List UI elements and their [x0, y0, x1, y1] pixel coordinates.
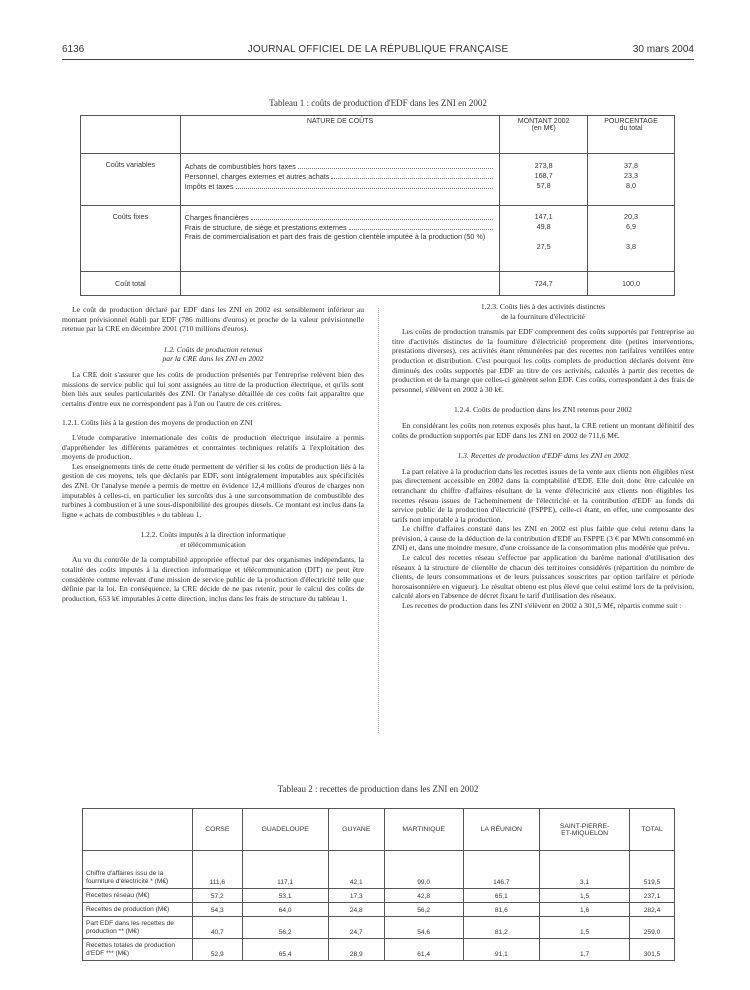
header-martinique: MARTINIQUE	[384, 809, 463, 851]
cell: 17,3	[328, 889, 384, 903]
row-label: Recettes totales de production d'EDF *** (M€)	[83, 939, 193, 961]
cost-line: Charges financières	[185, 212, 495, 222]
cell: 146,7	[463, 851, 540, 889]
table2-caption: Tableau 2 : recettes de production dans les ZNI en 2002	[277, 784, 479, 794]
table-row-total	[81, 272, 675, 296]
cell: 54,3	[193, 903, 243, 917]
empty-header-cell	[83, 809, 193, 851]
header-pourcentage: POURCENTAGE du total	[588, 116, 675, 154]
cell: 111,6	[193, 851, 243, 889]
cell: 54,6	[384, 917, 463, 939]
empty-header-cell	[81, 116, 181, 154]
total-label: Coût total	[81, 272, 181, 296]
paragraph: En considérant les coûts non retenus exposés plus haut, la CRE retient un montant définitif des coûts de production supportés par EDF dans les ZNI en 2002 de 711,6 M€.	[392, 420, 694, 440]
cell: 65,4	[242, 939, 328, 961]
journal-title: JOURNAL OFFICIEL DE LA RÉPUBLIQUE FRANÇAISE	[247, 44, 509, 55]
paragraph: Le coût de production déclaré par EDF dans les ZNI en 2002 est sensiblement inférieur au montant prévisionnel établi par EDF (786 millions d'euros) et proche de la valeur prévisionnelle retenue par la CRE en décembre 2001 (710 millions d'euros).	[62, 305, 364, 334]
cell: 91,1	[463, 939, 540, 961]
header-corse: CORSE	[193, 809, 243, 851]
cell: 1,5	[540, 917, 630, 939]
paragraph: Les recettes de production dans les ZNI s'élèvent en 2002 à 301,5 M€, répartis comme suit :	[402, 601, 682, 611]
header-guyane: GUYANE	[328, 809, 384, 851]
table-row	[83, 917, 675, 939]
table-row	[83, 903, 675, 917]
table-header-row	[81, 116, 675, 154]
cell: 40,7	[193, 917, 243, 939]
cell: 237,1	[629, 889, 674, 903]
section-heading: 1.3. Recettes de production d'EDF dans les ZNI en 2002	[457, 451, 629, 461]
cell: 65,1	[463, 889, 540, 903]
percentage-cell: 37,8 23,3 8,0	[588, 154, 675, 206]
cell: 42,1	[328, 851, 384, 889]
cell: 57,2	[193, 889, 243, 903]
nature-cell	[180, 154, 499, 206]
cell: 64,0	[242, 903, 328, 917]
section-heading: 1.2.1. Coûts liés à la gestion des moyens de production en ZNI	[62, 418, 253, 428]
page-number: 6136	[62, 44, 85, 55]
cost-line: Frais de structure, de siège et prestations externes	[185, 222, 495, 232]
paragraph: Les coûts de production transmis par EDF comprennent des coûts supportés par l'entreprise au titre d'activités distinctes de la fourniture d'électricité proprement dite (petites interventions, prestations diverses), ces activités étant rémunérées par des recettes non tarifaires ventilées entre production et distribution. C'est pourquoi les coûts complets de production déclarés doivent être diminués des coûts supportés par EDF au titre de ces activités, calculés à partir des recettes de production et de la marge que celles-ci génèrent selon EDF. Ces coûts, correspondant à des frais de personnel, s'élèvent en 2002 à 30 k€.	[392, 327, 694, 394]
table-row-fixed-costs	[81, 206, 675, 272]
cell: 28,9	[328, 939, 384, 961]
cell: 53,1	[242, 889, 328, 903]
row-label: Chiffre d'affaires issu de la fourniture d'électricité * (M€)	[83, 851, 193, 889]
cost-line: Impôts et taxes	[185, 181, 495, 191]
paragraph: L'étude comparative internationale des coûts de production électrique insulaire a permis d'appréhender les différents paramètres et contraintes techniques relatifs à l'exploitation des moyens de production.	[62, 432, 364, 462]
column-separator	[378, 308, 379, 733]
category-cell: Coûts variables	[81, 154, 181, 206]
cell: 99,0	[384, 851, 463, 889]
percentage-cell: 20,3 6,9 3,8	[588, 206, 675, 272]
cell: 282,4	[629, 903, 674, 917]
row-label: Recettes de production (M€)	[83, 903, 193, 917]
cell: 1,5	[540, 889, 630, 903]
left-column	[62, 305, 364, 603]
table-row-variable-costs	[81, 154, 675, 206]
cost-line: Frais de commercialisation et part des frais de gestion clientèle imputée à la production (50 %)	[184, 232, 486, 241]
section-heading: 1.2. Coûts de production retenus par la CRE dans les ZNI en 2002	[162, 344, 264, 364]
header-total: TOTAL	[629, 809, 674, 851]
total-amount: 724,7	[500, 272, 588, 296]
cell: 519,5	[629, 851, 674, 889]
cell: 1,7	[540, 939, 630, 961]
cell: 3,1	[540, 851, 630, 889]
row-label: Recettes réseau (M€)	[83, 889, 193, 903]
header-nature: NATURE DE COÛTS	[180, 116, 499, 154]
table-row	[83, 889, 675, 903]
table-production-revenue	[82, 808, 675, 961]
empty-cell	[180, 272, 499, 296]
cost-line: Achats de combustibles hors taxes	[185, 161, 495, 171]
paragraph: Le calcul des recettes réseau s'effectue par application du barème national d'utilisation des réseaux à la structure de clientèle de chacun des territoires considérés (répartition du nombre de clients, de leurs consommations et de leurs puissances souscrites par option tarifaire et période horosaisonnière en vigueur). Le résultat obtenu est plus élevé que celui estimé lors de la prévision, calculé alors en l'absence de décret fixant le tarif d'utilisation des réseaux.	[392, 553, 694, 601]
cell: 81,2	[463, 917, 540, 939]
cost-line: Personnel, charges externes et autres achats	[185, 171, 495, 181]
cell: 1,6	[540, 903, 630, 917]
table-row	[83, 939, 675, 961]
table-header-row	[83, 809, 675, 851]
header-la-reunion: LA RÉUNION	[463, 809, 540, 851]
paragraph: Au vu du contrôle de la comptabilité appropriée effectué par des organismes indépendants, la totalité des coûts imputés à la direction informatique et télécommunication (DIT) ne peut être considérée comme relevant d'une mission de service public de la production d'électricité telle que définie par la loi. En conséquence, la CRE décide de ne pas retenir, pour le calcul des coûts de production, 653 k€ imputables à cette direction, inclus dans les frais de structure du tableau 1.	[62, 555, 364, 603]
header-montant: MONTANT 2002 (en M€)	[500, 116, 588, 154]
cell: 259,0	[629, 917, 674, 939]
category-cell: Coûts fixes	[81, 206, 181, 272]
amount-cell: 273,8 168,7 57,8	[500, 154, 588, 206]
cell: 24,8	[328, 903, 384, 917]
section-heading: 1.2.3. Coûts liés à des activités distinctes de la fourniture d'électricité	[480, 302, 606, 321]
section-heading: 1.2.4. Coûts de production dans les ZNI retenus pour 2002	[453, 405, 632, 415]
cell: 81,6	[463, 903, 540, 917]
paragraph: Le chiffre d'affaires constaté dans les ZNI en 2002 est plus faible que celui retenu dans la prévision, à cause de la déduction de la contribution d'EDF au FSPPE (3 € par MWh consommé en ZNI) et, dans une moindre mesure, d'une croissance de la consommation plus modérée que prévu.	[392, 524, 694, 553]
table-production-costs	[80, 115, 675, 296]
nature-cell	[180, 206, 499, 272]
cell: 301,5	[629, 939, 674, 961]
total-percentage: 100,0	[588, 272, 675, 296]
header-guadeloupe: GUADELOUPE	[242, 809, 328, 851]
row-label: Part EDF dans les recettes de production ** (M€)	[83, 917, 193, 939]
cell: 61,4	[384, 939, 463, 961]
paragraph: La part relative à la production dans les recettes issues de la vente aux clients non éligibles n'est pas directement accessible en 2002 dans la comptabilité d'EDF. Elle doit donc être calculée en retranchant du chiffre d'affaires résultant de la vente d'électricité aux clients non éligibles les recettes réseau issues de l'acheminement de l'électricité et la contribution d'EDF au fonds du service public de la production d'électricité (FSPPE), celle-ci étant, en effet, une composante des tarifs non imputable à la production.	[392, 466, 694, 524]
cell: 56,2	[384, 903, 463, 917]
table-row	[83, 851, 675, 889]
section-heading: 1.2.2. Coûts imputés à la direction informatique et télécommunication	[140, 530, 286, 549]
paragraph: La CRE doit s'assurer que les coûts de production présentés par l'entreprise relèvent bien des missions de service public qui lui sont assignées au titre de la production électrique, et qu'ils sont bien liés aux seules particularités des ZNI. Or l'analyse détaillée de ces coûts fait apparaître que certains d'entre eux ne correspondent pas à l'un ou l'autre de ces critères.	[62, 369, 364, 408]
right-column	[392, 302, 694, 611]
header-saint-pierre-et-miquelon: SAINT-PIERRE- ET-MIQUELON	[540, 809, 630, 851]
cell: 117,1	[242, 851, 328, 889]
cell: 52,9	[193, 939, 243, 961]
cell: 42,8	[384, 889, 463, 903]
page-header	[62, 44, 694, 60]
cell: 56,2	[242, 917, 328, 939]
table1-caption: Tableau 1 : coûts de production d'EDF dans les ZNI en 2002	[269, 98, 487, 108]
issue-date: 30 mars 2004	[632, 44, 694, 55]
amount-cell: 147,1 49,8 27,5	[500, 206, 588, 272]
paragraph: Les enseignements tirés de cette étude permettent de vérifier si les coûts de production liés à la gestion de ces moyens, tels que déclarés par EDF, sont intégralement imputables aux spécificités des ZNI. Or l'analyse menée a permis de mettre en évidence 12,4 millions d'euros de charges non imputables à celles-ci, en particulier les surcoûts dus à une surconsommation de combustible des turbines à combustion et à une sous-disponibilité des groupes diesels. Ce montant est inclus dans la ligne « achats de combustibles » du tableau 1.	[62, 461, 364, 519]
cell: 24,7	[328, 917, 384, 939]
